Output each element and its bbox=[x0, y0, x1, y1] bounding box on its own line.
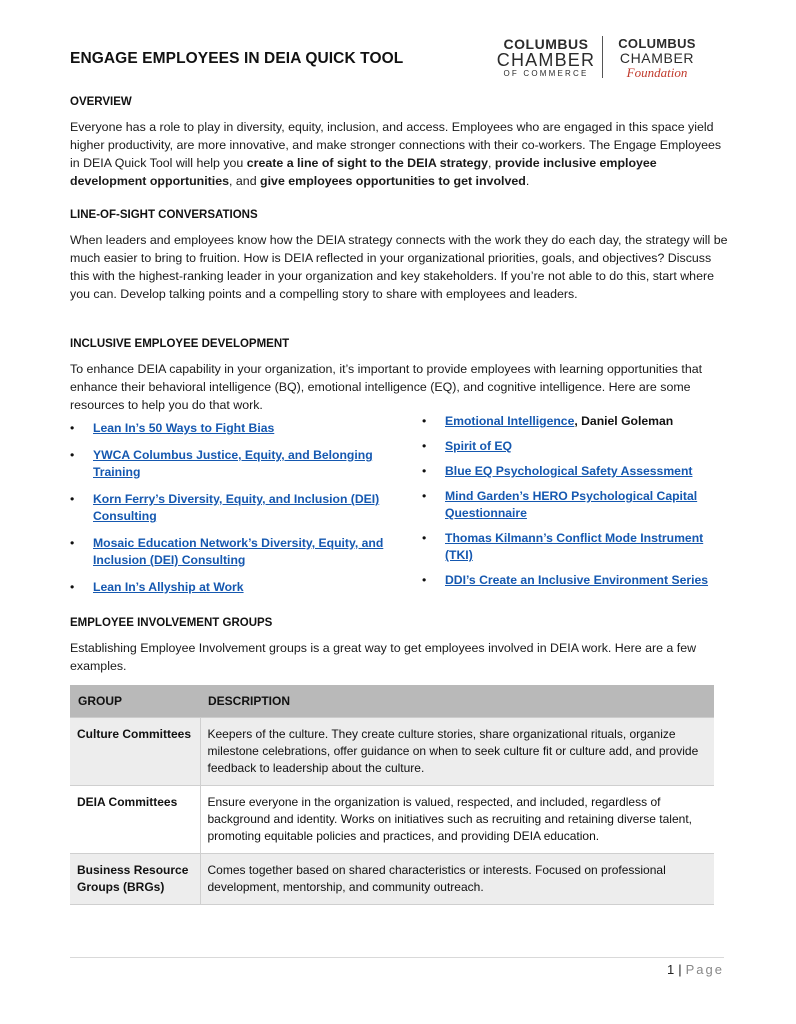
resource-link[interactable]: Mind Garden’s HERO Psychological Capital Questionnaire bbox=[445, 489, 698, 520]
involvement-heading: EMPLOYEE INVOLVEMENT GROUPS bbox=[70, 617, 273, 629]
resource-link[interactable]: YWCA Columbus Justice, Equity, and Belonging Training bbox=[93, 448, 373, 479]
resource-list-right bbox=[422, 413, 722, 589]
logo-left-line3: OF COMMERCE bbox=[503, 69, 589, 78]
description-cell: Ensure everyone in the organization is valued, respected, and included, regardless of background and identity. Works on initiatives such as recruiting and retaining diverse talent, promoting equitable policies and practices, and providing DEIA education. bbox=[200, 785, 714, 853]
resource-list-left bbox=[70, 420, 390, 596]
logo-right-line1: COLUMBUS bbox=[618, 36, 696, 51]
group-cell: Culture Committees bbox=[70, 717, 200, 785]
list-item bbox=[70, 420, 390, 437]
development-paragraph: To enhance DEIA capability in your organization, it’s important to provide employees with learning opportunities that enhance their behavioral intelligence (BQ), emotional intelligence (EQ), and cognitive intelligence. Here are some resources to help you do that work. bbox=[70, 362, 703, 412]
footer-divider bbox=[70, 957, 724, 958]
logo-right-line2: CHAMBER bbox=[619, 50, 695, 66]
group-cell: Business Resource Groups (BRGs) bbox=[70, 853, 200, 904]
overview-heading: OVERVIEW bbox=[70, 96, 132, 108]
list-item bbox=[422, 413, 722, 430]
description-cell: Comes together based on shared characteristics or interests. Focused on professional development, mentorship, and community outreach. bbox=[200, 853, 714, 904]
resource-link[interactable]: Korn Ferry’s Diversity, Equity, and Inclusion (DEI) Consulting bbox=[93, 492, 380, 523]
column-header-description: DESCRIPTION bbox=[200, 685, 714, 717]
involvement-paragraph: Establishing Employee Involvement groups is a great way to get employees involved in DEIA work. Here are a few examples. bbox=[70, 641, 697, 673]
list-item bbox=[422, 438, 722, 455]
table-row bbox=[70, 853, 714, 904]
development-heading: INCLUSIVE EMPLOYEE DEVELOPMENT bbox=[70, 338, 290, 350]
logo-left-line2: CHAMBER bbox=[496, 50, 596, 70]
list-item bbox=[70, 579, 390, 596]
resource-link[interactable]: Mosaic Education Network’s Diversity, Equity, and Inclusion (DEI) Consulting bbox=[93, 536, 384, 567]
list-item bbox=[422, 488, 722, 522]
line-of-sight-paragraph: When leaders and employees know how the DEIA strategy connects with the work they do each day, the strategy will be much easier to bring to fruition. How is DEIA reflected in your organizational priorities, goals, and objectives? Discuss this with the highest-ranking leader in your organization and key stakeholders. If you’re not able to do this, start where you can. Develop talking points and a compelling story to share with employees and leaders. bbox=[70, 233, 728, 301]
list-item bbox=[422, 572, 722, 589]
chamber-foundation-logo bbox=[612, 37, 702, 80]
overview-paragraph: Everyone has a role to play in diversity, equity, inclusion, and access. Employees who are engaged in this space yield higher productivity, are more innovative, and make stronger connections with their co-workers. The Engage Employees in DEIA Quick Tool will help you create a line of sight to the DEIA strategy, provide inclusive employee development opportunities, and give employees opportunities to get involved. bbox=[70, 120, 722, 188]
page-footer bbox=[667, 962, 724, 977]
resource-link[interactable]: DDI’s Create an Inclusive Environment Series bbox=[445, 573, 709, 587]
list-item bbox=[70, 491, 390, 525]
resource-link[interactable]: Thomas Kilmann’s Conflict Mode Instrument (TKI) bbox=[445, 531, 704, 562]
list-item bbox=[422, 530, 722, 564]
page-label: Page bbox=[685, 962, 724, 977]
line-of-sight-heading: LINE-OF-SIGHT CONVERSATIONS bbox=[70, 209, 258, 221]
description-cell: Keepers of the culture. They create culture stories, share organizational rituals, organize milestone celebrations, offer guidance on when to seek culture fit or culture add, and provide feedback to leadership about the culture. bbox=[200, 717, 714, 785]
resource-link[interactable]: Lean In’s Allyship at Work bbox=[93, 580, 244, 594]
resource-link[interactable]: Lean In’s 50 Ways to Fight Bias bbox=[93, 421, 275, 435]
column-header-group: GROUP bbox=[70, 685, 200, 717]
columbus-chamber-logo bbox=[496, 37, 596, 79]
table-header-row bbox=[70, 685, 714, 717]
list-item bbox=[422, 463, 722, 480]
logo-divider bbox=[602, 36, 603, 78]
logo-right-line3: Foundation bbox=[626, 65, 688, 80]
author-name: , Daniel Goleman bbox=[574, 414, 674, 428]
page-number: 1 bbox=[667, 962, 675, 977]
document-title: ENGAGE EMPLOYEES IN DEIA QUICK TOOL bbox=[70, 50, 404, 67]
involvement-groups-table bbox=[70, 685, 714, 905]
table-row bbox=[70, 717, 714, 785]
logo-left-line1: COLUMBUS bbox=[503, 36, 589, 52]
footer-separator: | bbox=[678, 962, 682, 977]
resource-link[interactable]: Emotional Intelligence bbox=[445, 414, 575, 428]
resource-link[interactable]: Blue EQ Psychological Safety Assessment bbox=[445, 464, 693, 478]
group-cell: DEIA Committees bbox=[70, 785, 200, 853]
list-item bbox=[70, 447, 390, 481]
table-row bbox=[70, 785, 714, 853]
resource-link[interactable]: Spirit of EQ bbox=[445, 439, 513, 453]
list-item bbox=[70, 535, 390, 569]
